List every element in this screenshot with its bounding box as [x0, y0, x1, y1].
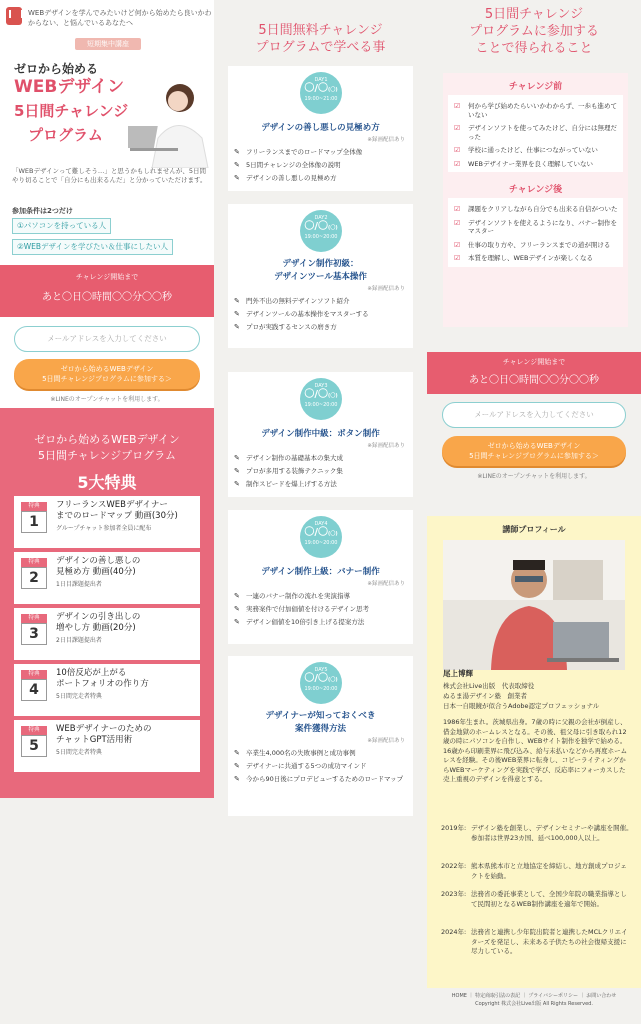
- join-button-l2: 5日間チャレンジプログラムに参加する＞: [469, 452, 599, 460]
- join-button-l1: ゼロから始めるWEBデザイン: [60, 365, 154, 373]
- bonus-item: [14, 552, 200, 604]
- bonus-number: 4: [21, 679, 47, 701]
- footer-links[interactable]: HOME ｜ 特定商取引法の表記 ｜ プライバシーポリシー ｜ お問い合わせ: [451, 993, 617, 999]
- recording-note: ※録画配信あり: [367, 738, 405, 744]
- title-sub: ゼロから始める: [14, 62, 99, 76]
- day-date: 〇/〇: [304, 389, 329, 400]
- bonus-tag: 特典: [21, 670, 47, 679]
- day-topic: ✎ 一連のバナー制作の流れを実演指導: [228, 592, 413, 600]
- title-main: WEBデザイン: [14, 77, 125, 97]
- bonus-title-line: までのロードマップ 動画(30分): [56, 511, 178, 521]
- logo-icon: [6, 7, 22, 25]
- bonus-title-line: チャットGPT活用術: [56, 735, 133, 745]
- day-title-2: 案件獲得方法: [294, 724, 346, 734]
- career-item: [441, 862, 633, 881]
- day-card: [228, 66, 413, 191]
- day-topic: ✎ プロが実践するセンスの磨き方: [228, 323, 413, 331]
- day-title: デザイン制作上級：バナー制作: [261, 567, 380, 577]
- bonus-tag: 特典: [21, 614, 47, 623]
- day-topic: ✎ 卒業生4,000名の失敗事例と成功事例: [228, 749, 413, 757]
- countdown-banner: [0, 265, 214, 317]
- day-card: [228, 204, 413, 348]
- day-topic: ✎ 制作スピードを爆上げする方法: [228, 480, 413, 488]
- day-card: [228, 372, 413, 497]
- day-date: 〇/〇: [304, 83, 329, 94]
- signup-form: [0, 317, 214, 408]
- benefits-title-l1: 5日間チャレンジ: [484, 7, 584, 22]
- day-topic: ✎ デザイナーに共通する5つの成功マインド: [228, 762, 413, 770]
- benefits-title-l2: プログラムに参加する: [469, 24, 599, 39]
- after-item: ☑ デザインソフトを使えるようになり、バナー制作をマスター: [448, 219, 623, 236]
- condition-1: ①パソコンを持っている人: [12, 218, 111, 234]
- day-topic: ✎ 5日間チャレンジの全体像の説明: [228, 161, 413, 169]
- email-input[interactable]: メールアドレスを入力してください: [442, 402, 626, 428]
- signup-form-2: [427, 394, 641, 492]
- column-curriculum: [214, 0, 427, 1024]
- bonus-item: [14, 608, 200, 660]
- day-title: デザイナーが知っておくべき: [265, 711, 376, 721]
- after-heading: チャレンジ後: [508, 185, 563, 195]
- bonus-title-l2: 5日間チャレンジプログラム: [37, 449, 176, 462]
- bonus-tag: 特典: [21, 726, 47, 735]
- career-text: デザイン塾を創業し、デザインセミナーや講座を開催。参加者は世界23カ国、延べ100,000人以上。: [471, 824, 633, 842]
- before-after-box: [443, 73, 628, 327]
- day-time: 19:00~21:00: [304, 96, 338, 102]
- benefits-title: [427, 0, 641, 57]
- day-time: 19:00~20:00: [304, 402, 338, 408]
- day-title-2: デザインツール基本操作: [274, 272, 367, 282]
- day-card: [228, 656, 413, 816]
- day-time: 19:00~20:00: [304, 686, 338, 692]
- career-item: [441, 928, 633, 957]
- bonus-number: 5: [21, 735, 47, 757]
- career-item: [441, 890, 633, 909]
- bonus-title-line: フリーランスWEBデザイナー: [56, 500, 168, 510]
- bonus-item: [14, 496, 200, 548]
- before-item: ☑ WEBデザイナー業界を良く理解していない: [448, 160, 623, 169]
- career-text: 法務省の委託事業として、全国少年院の職業指導として民間初となるWEB制作講座を適年で開始。: [471, 890, 627, 908]
- day-label: DAY2: [314, 215, 328, 221]
- countdown-label: チャレンジ開始まで: [502, 358, 566, 366]
- day-topic: ✎ 実務案件で付加価値を付けるデザイン思考: [228, 605, 413, 613]
- countdown-banner-2: [427, 352, 641, 394]
- day-title: デザイン制作中級：ボタン制作: [261, 429, 380, 439]
- footer: [427, 992, 641, 1008]
- day-weekday: (〇): [328, 677, 338, 683]
- day-title: デザイン制作初級：: [282, 259, 359, 269]
- bonus-condition: 1日目課題提出者: [56, 581, 102, 588]
- countdown-timer: あと〇日〇時間〇〇分〇〇秒: [469, 375, 599, 386]
- countdown-label: チャレンジ開始まで: [75, 273, 139, 281]
- benefits-title-l3: ことで得られること: [475, 41, 593, 56]
- career-item: [441, 824, 633, 843]
- day-topic: ✎ デザインの善し悪しの見極め方: [228, 174, 413, 182]
- instructor-name: 尾上博輝: [443, 669, 473, 678]
- bonus-section: [0, 408, 214, 798]
- bonus-title-line: デザインの善し悪しの: [56, 556, 141, 566]
- instructor-profile: [427, 516, 641, 988]
- before-list: [448, 95, 623, 172]
- bonus-condition: 5日間完走者特典: [56, 693, 102, 700]
- instructor-bio: 1986年生まれ。茨城県出身。7歳の時に父親の会社が倒産し、借金地獄のホームレスとなる。その後、祖父母に引き取られ12歳の時にパソコンを自作し、WEBサイト制作を独学で始める。16歳から印刷業界に飛び込み、給与未払いなどから再度ホームレスを経験。その後WEB業界に転身し、コピーライティングからWEBマーケティングを実践で学び、反応率にフォーカスした売上重視のデザインを得意とする。: [443, 718, 628, 783]
- bonus-item: [14, 664, 200, 716]
- bonus-title-l1: ゼロから始めるWEBデザイン: [34, 433, 180, 446]
- countdown-box: [427, 352, 641, 394]
- after-item: ☑ 本質を理解し、WEBデザインが楽しくなる: [448, 254, 623, 263]
- condition-2: ②WEBデザインを学びたい＆仕事にしたい人: [12, 239, 173, 255]
- day-label: DAY4: [314, 521, 328, 527]
- day-topic: ✎ デザインツールの基本操作をマスターする: [228, 310, 413, 318]
- instructor-role-2: ぬるま湯デザイン塾 創業者: [443, 692, 528, 700]
- day-topic: ✎ デザイン制作の基礎基本の集大成: [228, 454, 413, 462]
- day-weekday: (〇): [328, 225, 338, 231]
- bonus-number: 2: [21, 567, 47, 589]
- recording-note: ※録画配信あり: [367, 581, 405, 587]
- career-year: 2019年:: [441, 824, 467, 832]
- hero-woman-photo: [128, 68, 214, 168]
- column-benefits: [427, 0, 641, 1024]
- bonus-number: 1: [21, 511, 47, 533]
- after-list: [448, 198, 623, 267]
- day-label: DAY3: [314, 383, 328, 389]
- bonus-item: [14, 720, 200, 772]
- date-badge: [300, 72, 342, 114]
- bonus-tag: 特典: [21, 502, 47, 511]
- column-hero: [0, 0, 214, 1024]
- join-button-l1: ゼロから始めるWEBデザイン: [487, 442, 581, 450]
- curriculum-title-l1: 5日間無料チャレンジ: [258, 23, 383, 38]
- career-year: 2022年:: [441, 862, 467, 870]
- day-time: 19:00~20:00: [304, 540, 338, 546]
- bonus-title: [0, 408, 214, 464]
- day-time: 19:00~20:00: [304, 234, 338, 240]
- before-heading: チャレンジ前: [508, 82, 563, 92]
- condition-title: 参加条件は2つだけ: [12, 207, 73, 215]
- bonus-title-line: デザインの引き出しの: [56, 612, 141, 622]
- after-item: ☑ 仕事の取り方や、フリーランスまでの道が開ける: [448, 241, 623, 250]
- day-title: デザインの善し悪しの見極め方: [261, 123, 380, 133]
- bonus-condition: 5日間完走者特典: [56, 749, 102, 756]
- bonus-title-line: WEBデザイナーのための: [56, 724, 152, 734]
- line-note: ※LINEのオープンチャットを利用します。: [50, 396, 164, 403]
- curriculum-title-l2: プログラムで学べる事: [255, 40, 386, 55]
- bonus-condition: 2日目課題提出者: [56, 637, 102, 644]
- join-button-l2: 5日間チャレンジプログラムに参加する＞: [42, 375, 172, 383]
- header-copy: WEBデザインを学んでみたいけど何から始めたら良いかわからない、と悩んでいるあなたへ: [28, 9, 212, 27]
- countdown-timer: あと〇日〇時間〇〇分〇〇秒: [42, 292, 172, 303]
- profile-title: 講師プロフィール: [502, 525, 566, 534]
- title-main-2: 5日間チャレンジ: [14, 102, 129, 120]
- before-item: ☑ 何から学び始めたらいいかわからず、一歩も進めていない: [448, 102, 623, 119]
- career-year: 2023年:: [441, 890, 467, 898]
- career-text: 法務省と連携し少年院出院者と連携したMCLクリエイターズを発足し、未来ある子供たちの社会復帰支援に尽力している。: [471, 928, 628, 955]
- date-badge: [300, 210, 342, 252]
- day-date: 〇/〇: [304, 221, 329, 232]
- date-badge: [300, 662, 342, 704]
- day-topic: ✎ プロが多用する装飾テクニック集: [228, 467, 413, 475]
- date-badge: [300, 516, 342, 558]
- join-button[interactable]: [442, 436, 626, 466]
- day-date: 〇/〇: [304, 673, 329, 684]
- recording-note: ※録画配信あり: [367, 286, 405, 292]
- day-label: DAY5: [314, 667, 328, 673]
- course-tag: 短期集中講座: [75, 38, 141, 50]
- bonus-title-line: 10倍反応が上がる: [56, 668, 127, 678]
- career-text: 熊本県熊本市と立地協定を締結し、地方創成プロジェクトを始動。: [471, 862, 627, 880]
- day-weekday: (〇): [328, 393, 338, 399]
- bonus-heading: 5大特典: [77, 473, 137, 492]
- intro-text: 「WEBデザインって難しそう…」と思うかもしれませんが、5日間やり切ることで「自分にも出来るんだ」と分かっていただけます。: [12, 167, 207, 184]
- line-note: ※LINEのオープンチャットを利用します。: [477, 473, 591, 480]
- before-item: ☑ 学校に通ったけど、仕事につながっていない: [448, 146, 623, 155]
- copyright: Copyright 株式会社Live出版 All Rights Reserved.: [475, 1001, 593, 1007]
- after-item: ☑ 課題をクリアしながら自分でも出来る自信がついた: [448, 205, 623, 214]
- day-card: [228, 510, 413, 644]
- instructor-role-1: 株式会社Live出版 代表取締役: [443, 682, 535, 690]
- instructor-role-3: 日本一自眼鏡が似合うAdobe認定プロフェッショナル: [443, 702, 600, 710]
- recording-note: ※録画配信あり: [367, 137, 405, 143]
- bonus-title-line: 増やし方 動画(20分): [56, 623, 136, 633]
- hero-section: [0, 0, 214, 265]
- day-weekday: (〇): [328, 87, 338, 93]
- day-topic: ✎ 今から90日後にプロデビューするためのロードマップ: [228, 775, 413, 783]
- curriculum-title: [214, 0, 427, 56]
- recording-note: ※録画配信あり: [367, 443, 405, 449]
- bonus-title-line: 見極め方 動画(40分): [56, 567, 136, 577]
- day-weekday: (〇): [328, 531, 338, 537]
- day-topic: ✎ 門外不出の無料デザインソフト紹介: [228, 297, 413, 305]
- instructor-photo: [443, 540, 625, 670]
- bonus-title-line: ポートフォリオの作り方: [56, 679, 149, 689]
- day-topic: ✎ デザイン価値を10倍引き上げる提案方法: [228, 618, 413, 626]
- day-date: 〇/〇: [304, 527, 329, 538]
- bonus-tag: 特典: [21, 558, 47, 567]
- before-item: ☑ デザインソフトを使ってみたけど、自分には無理だった: [448, 124, 623, 141]
- day-topic: ✎ フリーランスまでのロードマップ全体像: [228, 148, 413, 156]
- day-label: DAY1: [314, 77, 328, 83]
- career-year: 2024年:: [441, 928, 467, 936]
- title-main-3: プログラム: [28, 126, 103, 144]
- join-button[interactable]: [14, 359, 200, 389]
- email-input[interactable]: メールアドレスを入力してください: [14, 326, 200, 352]
- date-badge: [300, 378, 342, 420]
- bonus-condition: グループチャット参加者全員に配布: [56, 525, 152, 532]
- bonus-number: 3: [21, 623, 47, 645]
